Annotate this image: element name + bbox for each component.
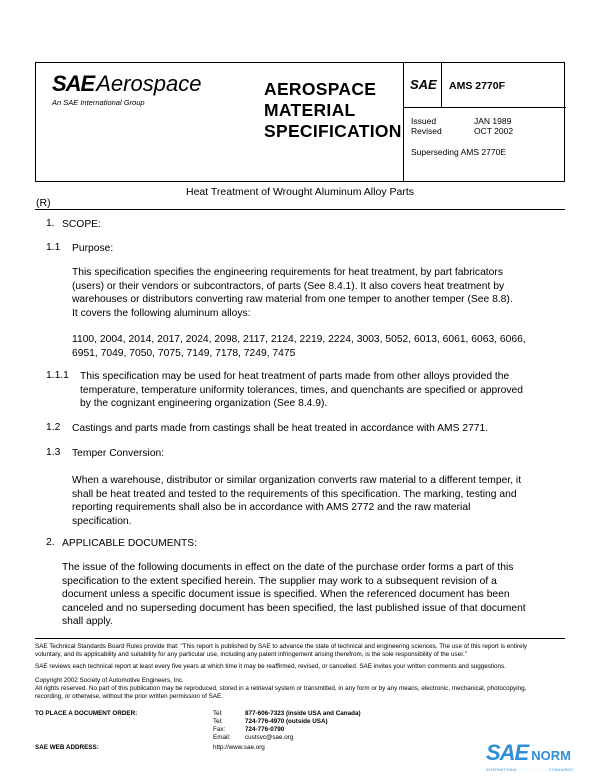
superseding-note: Superseding AMS 2770E <box>411 147 506 157</box>
text-line: specification. <box>72 515 132 527</box>
text-line: This specification may be used for heat treatment of parts made from other alloys provided the <box>80 371 510 382</box>
text-line: It covers the following aluminum alloys: <box>72 307 251 319</box>
issued-value: JAN 1989 <box>474 116 512 126</box>
text-line: (users) or their vendors or subcontractors, of parts (See 8.4.1). It also covers heat treatment by <box>72 280 505 292</box>
spec-title-line: AEROSPACE <box>264 79 377 99</box>
text-line: voluntary, and its applicability and suitability for any particular use, including any patent infringement arising therefrom, is the sole responsibility of the user." <box>35 651 467 658</box>
document-title: Heat Treatment of Wrought Aluminum Alloy Parts <box>186 186 414 198</box>
header-divider <box>403 63 404 181</box>
footer-rule <box>35 638 565 639</box>
footer-copyright: Copyright 2002 Society of Automotive Engineers, Inc. <box>35 677 184 684</box>
footer-rules-note <box>35 643 527 659</box>
text-line: recording, or otherwise, without the prior written permission of SAE. <box>35 693 223 700</box>
contact-value: 724-776-4970 (outside USA) <box>245 718 328 725</box>
paragraph <box>72 474 521 528</box>
spec-title-line: MATERIAL <box>264 100 356 120</box>
text-line: When a warehouse, distributor or similar organization converts raw material to a different temper, it <box>72 475 522 486</box>
section-number: 1.3 <box>46 447 61 458</box>
section-heading: Purpose: <box>72 243 114 254</box>
header-divider <box>441 63 442 107</box>
section-number: 1.2 <box>46 422 61 433</box>
text-line: specification to the extent specified herein. The supplier may work to a subsequent revision of a <box>62 575 497 587</box>
text-line: by the cognizant engineering organization (See 8.4.9). <box>80 398 328 409</box>
spec-title-line: SPECIFICATION <box>264 121 402 141</box>
sae-aerospace-logo <box>52 71 201 97</box>
section-number: 1.1 <box>46 242 61 253</box>
text-line: The issue of the following documents in effect on the date of the purchase order forms a part of this <box>62 562 514 573</box>
contact-labels <box>213 710 231 742</box>
paragraph <box>62 561 526 629</box>
sae-norm-logo-sae: SAE <box>486 740 529 765</box>
paragraph <box>80 370 523 411</box>
contact-label: Fax: <box>213 726 226 733</box>
logo-aerospace-text: Aerospace <box>96 71 202 96</box>
text-line: SAE Technical Standards Board Rules provide that: "This report is published by SAE to advance the state of technical and engineering sciences. The use of this report is entirely <box>35 643 528 650</box>
section-heading: APPLICABLE DOCUMENTS: <box>62 538 198 549</box>
contact-values <box>245 710 361 742</box>
contact-label: Tel: <box>213 710 223 717</box>
section-heading: SCOPE: <box>62 219 101 230</box>
paragraph: Castings and parts made from castings shall be heat treated in accordance with AMS 2771. <box>72 423 489 434</box>
logo-subtitle: An SAE International Group <box>52 98 145 107</box>
text-line: shall apply. <box>62 616 113 627</box>
contact-value: 724-776-0790 <box>245 726 285 733</box>
contact-value: 877-606-7323 (inside USA and Canada) <box>245 710 361 717</box>
web-address-link[interactable]: http://www.sae.org <box>213 744 265 751</box>
text-line: 6951, 7049, 7050, 7075, 7149, 7178, 7249, 7475 <box>72 347 296 359</box>
text-line: warehouses or distributors converting raw material from one temper to another temper (See 8.8). <box>72 294 513 305</box>
ams-number: AMS 2770F <box>449 80 506 92</box>
email-link[interactable]: custsvc@sae.org <box>245 734 294 741</box>
text-line: canceled and no superseding document has been specified, the last published issue of that document <box>62 602 526 614</box>
footer-rights <box>35 685 526 701</box>
text-line: document unless a specific document issue is specified. When the referenced document has been <box>62 589 510 600</box>
sae-norm-logo-subtext: INTERNATIONAL · · · · · · · · · · · STANDARDS <box>486 768 573 772</box>
section-number: 2. <box>46 537 55 548</box>
text-line: All rights reserved. No part of this publication may be reproduced, stored in a retrieval system or transmitted, in any form or by any means, electronic, mechanical, photocopying, <box>35 685 527 692</box>
revised-label: Revised <box>411 126 442 136</box>
contact-label: Tel: <box>213 718 223 725</box>
contact-value <box>245 734 361 742</box>
section-number: 1.1.1 <box>46 370 69 381</box>
header-divider <box>403 107 566 108</box>
footer-review-note: SAE reviews each technical report at least every five years at which time it may be reaffirmed, revised, or cancelled. SAE invites your written comments and suggestions. <box>35 663 506 670</box>
sae-norm-logo <box>486 740 571 766</box>
revised-value: OCT 2002 <box>474 126 514 136</box>
sae-mark: SAE <box>410 77 437 92</box>
text-line: temperature, temperature uniformity tolerances, times, and quenchants are specified or approved <box>80 384 524 396</box>
web-label: SAE WEB ADDRESS: <box>35 744 99 751</box>
order-label: TO PLACE A DOCUMENT ORDER: <box>35 710 138 717</box>
text-line: This specification specifies the engineering requirements for heat treatment, by part fabricators <box>72 267 503 278</box>
spec-title <box>264 79 402 142</box>
section-number: 1. <box>46 218 55 229</box>
section-heading: Temper Conversion: <box>72 448 165 459</box>
text-line: reporting requirements shall also be in accordance with AMS 2772 and the raw material <box>72 502 471 513</box>
logo-sae-text: SAE <box>52 71 95 96</box>
sae-norm-logo-word: NORM <box>531 748 571 763</box>
text-line: shall be heat treated and tested to the requirements of this specification. The marking, testing and <box>72 488 517 500</box>
paragraph <box>72 266 513 320</box>
alloy-list <box>72 333 526 360</box>
title-rule <box>35 209 565 210</box>
header-box <box>35 62 565 182</box>
contact-label: Email: <box>213 734 231 741</box>
text-line: 1100, 2004, 2014, 2017, 2024, 2098, 2117, 2124, 2219, 2224, 3003, 5052, 6013, 6061, 6063, 6066, <box>72 334 526 345</box>
issued-label: Issued <box>411 116 437 126</box>
revision-mark: (R) <box>36 197 51 209</box>
